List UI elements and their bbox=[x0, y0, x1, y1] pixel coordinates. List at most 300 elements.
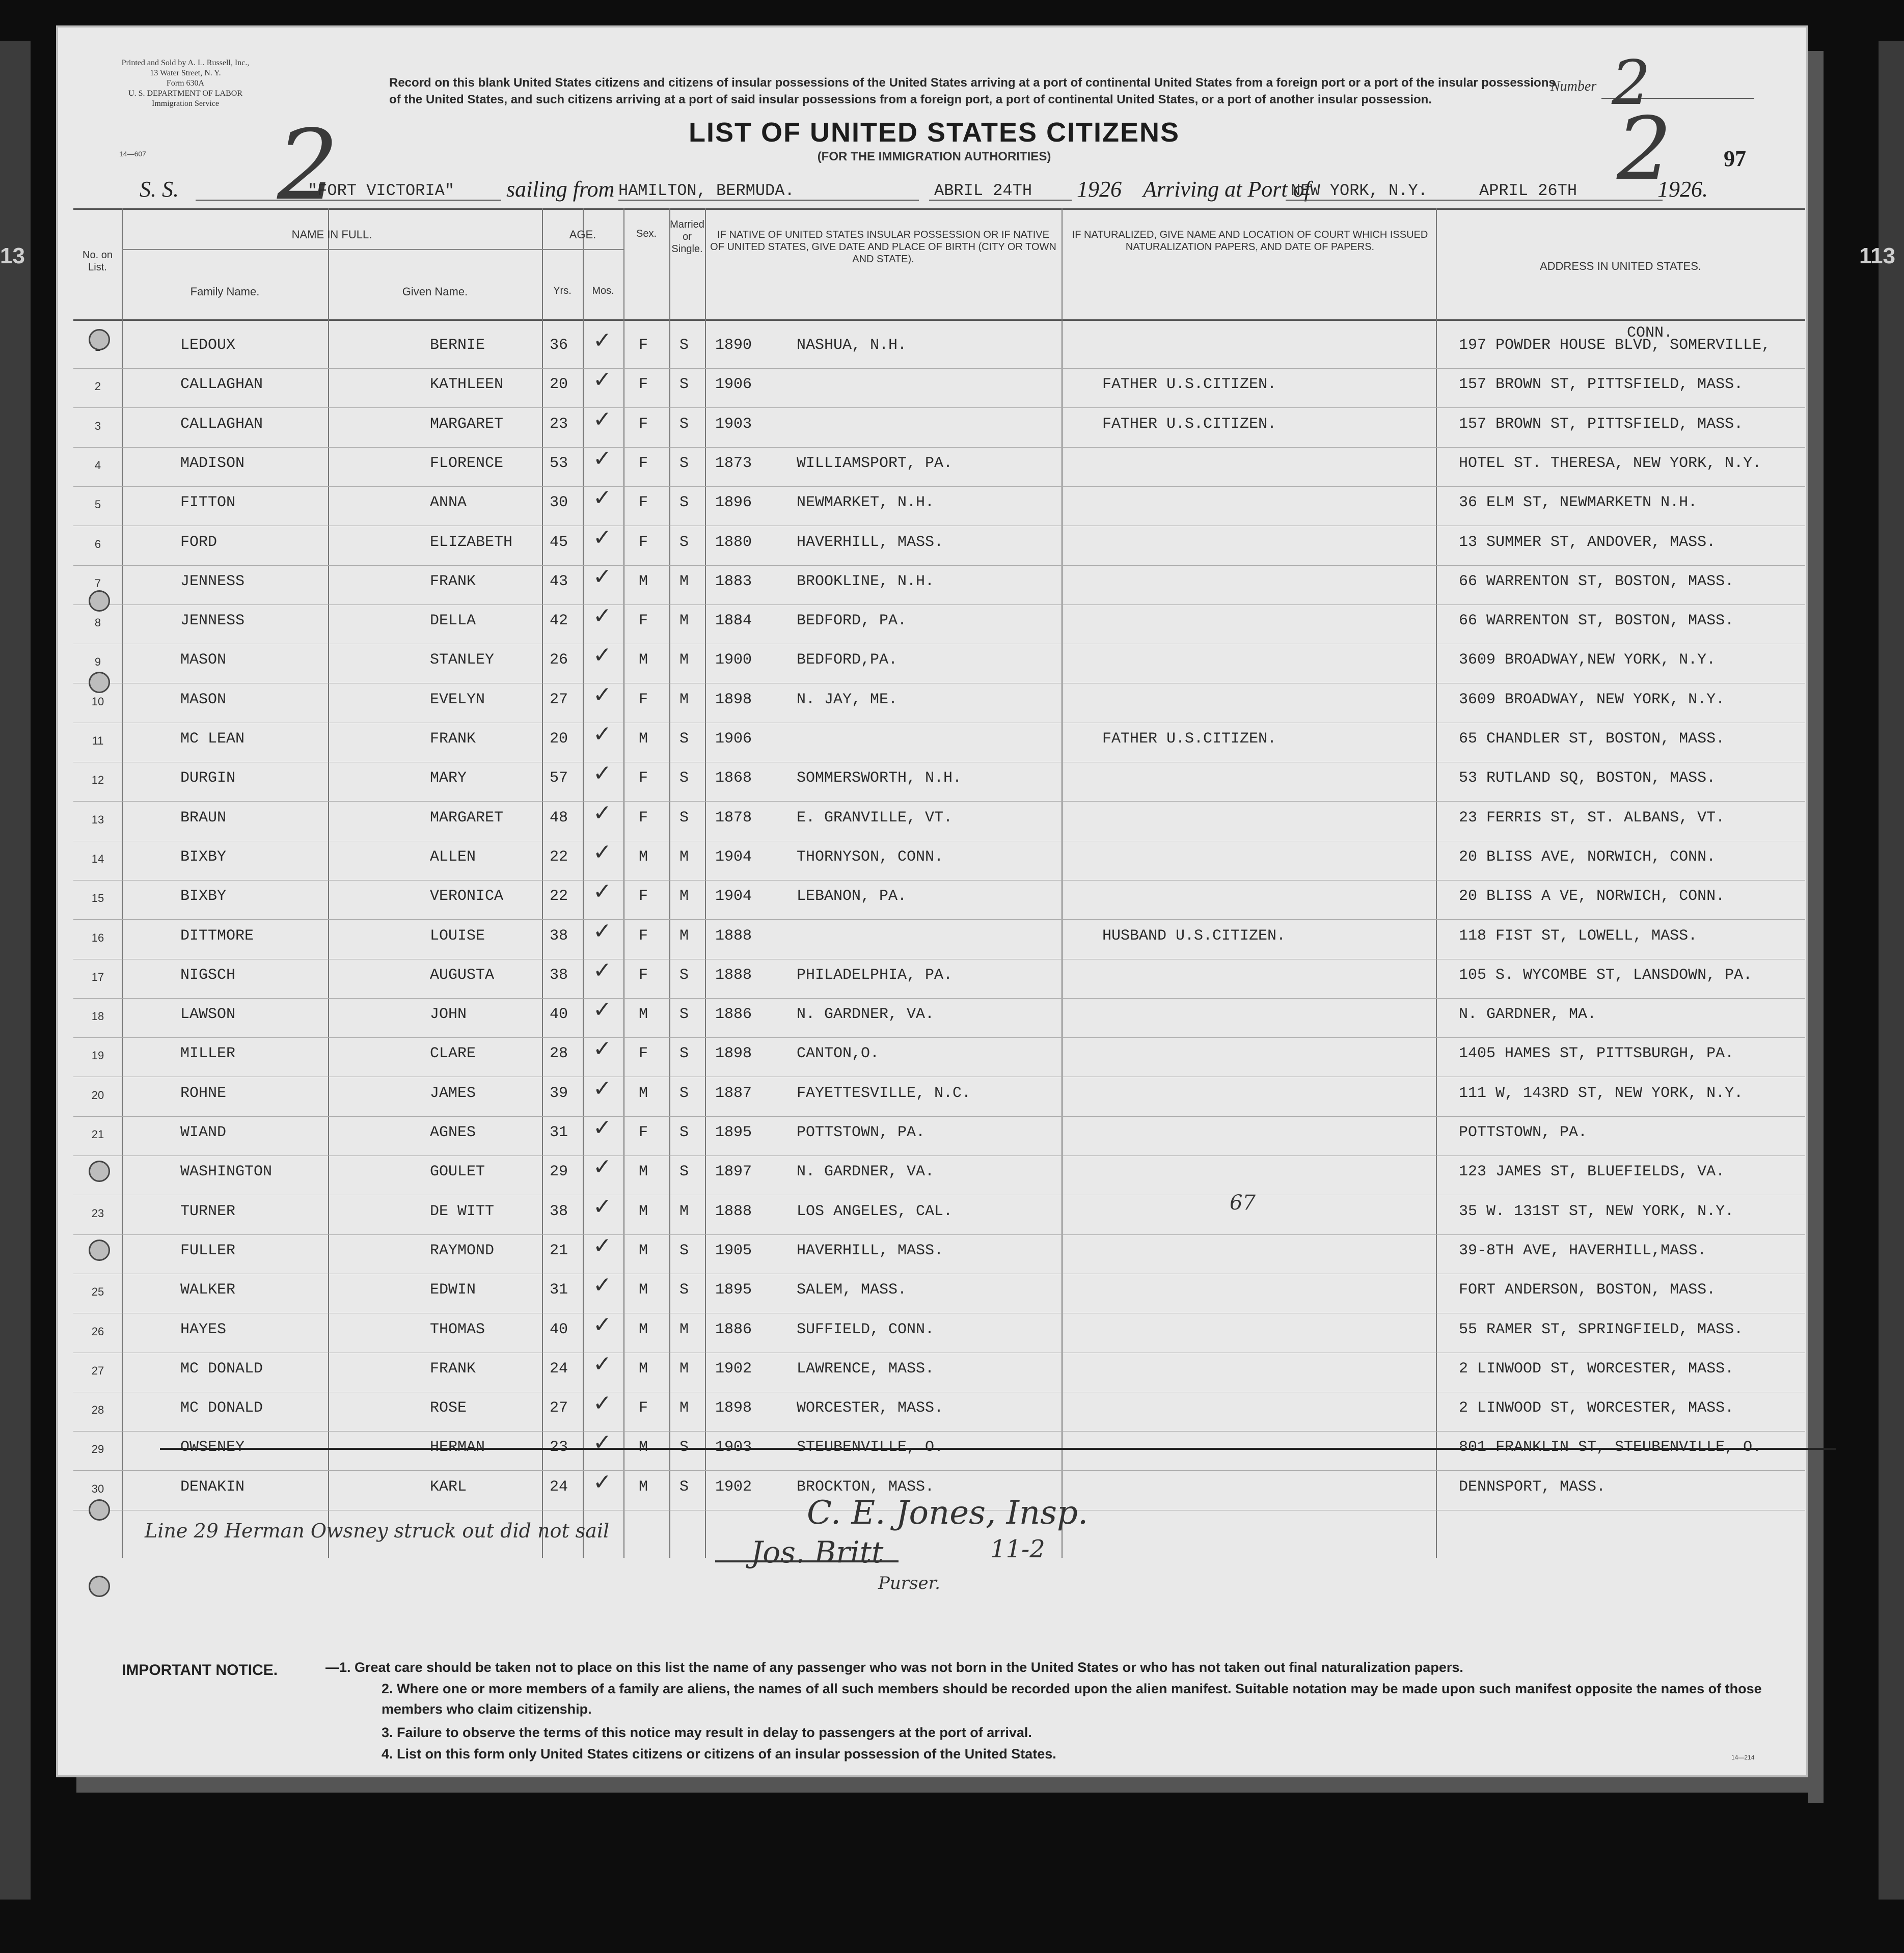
row-number: 10 bbox=[91, 695, 104, 708]
birth-year: 1903 bbox=[715, 1439, 752, 1456]
naturalization: HUSBAND U.S.CITIZEN. bbox=[1102, 927, 1286, 945]
address: 157 BROWN ST, PITTSFIELD, MASS. bbox=[1459, 415, 1744, 433]
age-years: 24 bbox=[550, 1478, 568, 1496]
age-years: 45 bbox=[550, 533, 568, 551]
marital-status: S bbox=[679, 376, 689, 394]
address: 2 LINWOOD ST, WORCESTER, MASS. bbox=[1459, 1360, 1734, 1378]
header-yrs: Yrs. bbox=[553, 285, 572, 296]
check-mark-icon: ✓ bbox=[593, 1154, 612, 1180]
given-name: FRANK bbox=[430, 572, 476, 590]
check-mark-icon: ✓ bbox=[593, 760, 612, 787]
given-name: ELIZABETH bbox=[430, 533, 513, 551]
row-number: 26 bbox=[91, 1325, 104, 1338]
sex: F bbox=[639, 1045, 648, 1063]
family-name: OWSENEY bbox=[180, 1439, 245, 1456]
check-mark-icon: ✓ bbox=[593, 1115, 612, 1141]
age-years: 22 bbox=[550, 848, 568, 866]
birth-year: 1903 bbox=[715, 415, 752, 433]
check-mark-icon: ✓ bbox=[593, 1272, 612, 1299]
birth-place: N. GARDNER, VA. bbox=[797, 1163, 935, 1181]
marital-status: M bbox=[679, 1399, 689, 1417]
given-name: LOUISE bbox=[430, 927, 485, 945]
col-divider bbox=[328, 208, 329, 1558]
strike-through-line bbox=[160, 1448, 1836, 1450]
check-mark-icon: ✓ bbox=[593, 1311, 612, 1338]
age-years: 22 bbox=[550, 888, 568, 905]
family-name: ROHNE bbox=[180, 1084, 227, 1102]
form-code: 14—607 bbox=[119, 150, 146, 158]
sex: F bbox=[639, 888, 648, 905]
address: 2 LINWOOD ST, WORCESTER, MASS. bbox=[1459, 1399, 1734, 1417]
edge-number-right: 113 bbox=[1859, 243, 1895, 268]
printer-line: Printed and Sold by A. L. Russell, Inc., bbox=[121, 59, 250, 67]
sex: F bbox=[639, 691, 648, 708]
given-name: FRANK bbox=[430, 730, 476, 748]
row-number: 5 bbox=[94, 498, 101, 511]
stray-mark: 67 bbox=[1230, 1191, 1256, 1215]
row-number: 3 bbox=[94, 419, 101, 432]
header-subline bbox=[542, 249, 623, 250]
check-mark-icon: ✓ bbox=[593, 918, 612, 944]
col-divider bbox=[623, 208, 624, 1558]
age-years: 24 bbox=[550, 1360, 568, 1378]
address-overflow: CONN. bbox=[1627, 324, 1673, 342]
marital-status: M bbox=[679, 612, 689, 630]
age-years: 20 bbox=[550, 376, 568, 394]
row-number: 18 bbox=[91, 1010, 104, 1023]
row-number: 29 bbox=[91, 1443, 104, 1456]
birth-year: 1873 bbox=[715, 454, 752, 472]
given-name: MARY bbox=[430, 769, 467, 787]
birth-year: 1888 bbox=[715, 966, 752, 984]
marital-status: S bbox=[679, 769, 689, 787]
binder-hole bbox=[89, 1161, 110, 1182]
col-divider bbox=[583, 208, 584, 1558]
header-no: No. on List. bbox=[83, 250, 113, 273]
row-number: 7 bbox=[94, 576, 101, 590]
row-number: 28 bbox=[91, 1404, 104, 1417]
birth-place: E. GRANVILLE, VT. bbox=[797, 809, 953, 827]
birth-place: LEBANON, PA. bbox=[797, 888, 907, 905]
family-name: WALKER bbox=[180, 1281, 236, 1299]
col-divider bbox=[1436, 208, 1437, 1558]
row-number: 4 bbox=[94, 458, 101, 472]
sex: M bbox=[639, 1360, 648, 1378]
col-divider bbox=[1062, 208, 1063, 1558]
address: 13 SUMMER ST, ANDOVER, MASS. bbox=[1459, 533, 1716, 551]
header-mos: Mos. bbox=[592, 285, 614, 296]
passenger-table bbox=[73, 208, 1805, 1558]
voyage-line bbox=[58, 169, 1810, 205]
check-mark-icon: ✓ bbox=[593, 957, 612, 983]
row-rule bbox=[73, 368, 1805, 369]
col-divider bbox=[542, 208, 543, 1558]
check-mark-icon: ✓ bbox=[593, 1075, 612, 1102]
address: N. GARDNER, MA. bbox=[1459, 1006, 1597, 1024]
check-mark-icon: ✓ bbox=[593, 997, 612, 1023]
sailing-label: sailing from bbox=[506, 177, 615, 202]
row-number: 17 bbox=[91, 970, 104, 983]
given-name: KATHLEEN bbox=[430, 376, 504, 394]
check-mark-icon: ✓ bbox=[593, 642, 612, 669]
row-number: 15 bbox=[91, 892, 104, 905]
row-rule bbox=[73, 1234, 1805, 1235]
birth-place: LOS ANGELES, CAL. bbox=[797, 1202, 953, 1220]
age-years: 40 bbox=[550, 1321, 568, 1338]
sex: F bbox=[639, 927, 648, 945]
row-number: 25 bbox=[91, 1285, 104, 1299]
sex: F bbox=[639, 533, 648, 551]
family-name: FITTON bbox=[180, 494, 236, 512]
marital-status: M bbox=[679, 691, 689, 708]
departure-year: 1926 bbox=[1077, 177, 1122, 202]
age-years: 48 bbox=[550, 809, 568, 827]
given-name: BERNIE bbox=[430, 337, 485, 354]
marital-status: S bbox=[679, 337, 689, 354]
marital-status: S bbox=[679, 1163, 689, 1181]
sex: F bbox=[639, 337, 648, 354]
birth-place: SOMMERSWORTH, N.H. bbox=[797, 769, 962, 787]
row-rule bbox=[73, 919, 1805, 920]
sex: M bbox=[639, 1478, 648, 1496]
age-years: 23 bbox=[550, 415, 568, 433]
col-divider bbox=[669, 208, 670, 1558]
sex: M bbox=[639, 1202, 648, 1220]
given-name: EDWIN bbox=[430, 1281, 476, 1299]
check-mark-icon: ✓ bbox=[593, 485, 612, 511]
marital-status: S bbox=[679, 1084, 689, 1102]
age-years: 57 bbox=[550, 769, 568, 787]
birth-place: NEWMARKET, N.H. bbox=[797, 494, 935, 512]
birth-year: 1888 bbox=[715, 1202, 752, 1220]
family-name: WASHINGTON bbox=[180, 1163, 273, 1181]
marital-status: S bbox=[679, 809, 689, 827]
age-years: 38 bbox=[550, 966, 568, 984]
sex: F bbox=[639, 809, 648, 827]
address: 3609 BROADWAY,NEW YORK, N.Y. bbox=[1459, 651, 1716, 669]
manifest-sheet bbox=[56, 25, 1808, 1777]
sex: F bbox=[639, 1124, 648, 1141]
printer-line: U. S. DEPARTMENT OF LABOR bbox=[128, 89, 242, 98]
marital-status: M bbox=[679, 1360, 689, 1378]
marital-status: S bbox=[679, 1439, 689, 1456]
sex: M bbox=[639, 848, 648, 866]
page-title: LIST OF UNITED STATES CITIZENS bbox=[689, 117, 1180, 148]
birth-year: 1902 bbox=[715, 1478, 752, 1496]
sex: F bbox=[639, 454, 648, 472]
address: POTTSTOWN, PA. bbox=[1459, 1124, 1588, 1141]
sex: M bbox=[639, 1439, 648, 1456]
marital-status: S bbox=[679, 1478, 689, 1496]
age-years: 27 bbox=[550, 691, 568, 708]
given-name: EVELYN bbox=[430, 691, 485, 708]
check-mark-icon: ✓ bbox=[593, 681, 612, 708]
marital-status: M bbox=[679, 572, 689, 590]
purser-signature: Jos. Britt bbox=[751, 1535, 884, 1570]
family-name: TURNER bbox=[180, 1202, 236, 1220]
address: 801 FRANKLIN ST, STEUBENVILLE, O. bbox=[1459, 1439, 1762, 1456]
age-years: 36 bbox=[550, 337, 568, 354]
age-years: 38 bbox=[550, 1202, 568, 1220]
arrival-port-line bbox=[1286, 200, 1484, 201]
row-number: 9 bbox=[94, 655, 101, 669]
naturalization: FATHER U.S.CITIZEN. bbox=[1102, 376, 1277, 394]
row-rule bbox=[73, 880, 1805, 881]
family-name: CALLAGHAN bbox=[180, 415, 263, 433]
address: 39-8TH AVE, HAVERHILL,MASS. bbox=[1459, 1242, 1707, 1259]
header-name-in-full: NAME IN FULL. bbox=[291, 228, 372, 241]
sex: F bbox=[639, 966, 648, 984]
address: 20 BLISS A VE, NORWICH, CONN. bbox=[1459, 888, 1725, 905]
row-number: 8 bbox=[94, 616, 101, 629]
birth-place: THORNYSON, CONN. bbox=[797, 848, 944, 866]
birth-year: 1895 bbox=[715, 1281, 752, 1299]
notice-item-3: 3. Failure to observe the terms of this notice may result in delay to passengers at the port of arrival. bbox=[382, 1725, 1032, 1740]
signature-date: 11-2 bbox=[990, 1535, 1045, 1563]
binder-hole bbox=[89, 1576, 110, 1597]
check-mark-icon: ✓ bbox=[593, 563, 612, 590]
check-mark-icon: ✓ bbox=[593, 1429, 612, 1456]
row-rule bbox=[73, 447, 1805, 448]
check-mark-icon: ✓ bbox=[593, 800, 612, 826]
binder-hole bbox=[89, 590, 110, 612]
handwritten-number-left: 2 bbox=[277, 109, 339, 222]
check-mark-icon: ✓ bbox=[593, 1193, 612, 1220]
arrival-year: 1926. bbox=[1657, 177, 1708, 202]
check-mark-icon: ✓ bbox=[593, 1469, 612, 1495]
address: 66 WARRENTON ST, BOSTON, MASS. bbox=[1459, 612, 1734, 630]
marital-status: S bbox=[679, 533, 689, 551]
marital-status: S bbox=[679, 1281, 689, 1299]
header-age: AGE. bbox=[569, 228, 596, 241]
family-name: MADISON bbox=[180, 454, 245, 472]
page-number: 97 bbox=[1724, 146, 1746, 171]
family-name: DITTMORE bbox=[180, 927, 254, 945]
header-native: IF NATIVE OF UNITED STATES INSULAR POSSESSION OR IF NATIVE OF UNITED STATES, GIVE DATE AND PLACE OF BIRTH (CITY OR TOWN AND STATE). bbox=[710, 229, 1056, 265]
birth-place: BROOKLINE, N.H. bbox=[797, 572, 935, 590]
purser-title: Purser. bbox=[878, 1573, 940, 1593]
row-number: 21 bbox=[91, 1128, 104, 1141]
ship-line bbox=[196, 200, 501, 201]
family-name: BRAUN bbox=[180, 809, 227, 827]
address: 36 ELM ST, NEWMARKETN N.H. bbox=[1459, 494, 1698, 512]
given-name: DE WITT bbox=[430, 1202, 495, 1220]
birth-place: SUFFIELD, CONN. bbox=[797, 1321, 935, 1338]
notice-title: IMPORTANT NOTICE. bbox=[122, 1662, 278, 1679]
birth-place: N. GARDNER, VA. bbox=[797, 1006, 935, 1024]
check-mark-icon: ✓ bbox=[593, 445, 612, 472]
birth-year: 1904 bbox=[715, 848, 752, 866]
birth-place: BROCKTON, MASS. bbox=[797, 1478, 935, 1496]
departure-port: HAMILTON, BERMUDA. bbox=[618, 181, 795, 200]
given-name: AGNES bbox=[430, 1124, 476, 1141]
address: HOTEL ST. THERESA, NEW YORK, N.Y. bbox=[1459, 454, 1762, 472]
printer-imprint bbox=[109, 58, 262, 109]
address: 53 RUTLAND SQ, BOSTON, MASS. bbox=[1459, 769, 1716, 787]
birth-year: 1886 bbox=[715, 1321, 752, 1338]
birth-place: HAVERHILL, MASS. bbox=[797, 1242, 944, 1259]
birth-place: POTTSTOWN, PA. bbox=[797, 1124, 926, 1141]
given-name: JAMES bbox=[430, 1084, 476, 1102]
marital-status: S bbox=[679, 1045, 689, 1063]
age-years: 20 bbox=[550, 730, 568, 748]
address: 35 W. 131ST ST, NEW YORK, N.Y. bbox=[1459, 1202, 1734, 1220]
notice-item-1: —1. Great care should be taken not to place on this list the name of any passenger who was not born in the United States or who has not taken out final naturalization papers. bbox=[325, 1660, 1463, 1675]
address: 23 FERRIS ST, ST. ALBANS, VT. bbox=[1459, 809, 1725, 827]
birth-year: 1906 bbox=[715, 376, 752, 394]
handwritten-number-right: 2 bbox=[1617, 99, 1672, 200]
age-years: 39 bbox=[550, 1084, 568, 1102]
birth-year: 1897 bbox=[715, 1163, 752, 1181]
printer-line: Immigration Service bbox=[152, 99, 219, 108]
age-years: 53 bbox=[550, 454, 568, 472]
given-name: MARGARET bbox=[430, 415, 504, 433]
edge-number-left: 13 bbox=[0, 243, 25, 268]
naturalization: FATHER U.S.CITIZEN. bbox=[1102, 730, 1277, 748]
birth-place: NASHUA, N.H. bbox=[797, 337, 907, 354]
birth-year: 1905 bbox=[715, 1242, 752, 1259]
binder-hole bbox=[89, 1499, 110, 1521]
row-rule bbox=[73, 604, 1805, 605]
birth-year: 1890 bbox=[715, 337, 752, 354]
row-rule bbox=[73, 486, 1805, 487]
sheet-bottom-shadow bbox=[76, 1777, 1818, 1793]
given-name: ANNA bbox=[430, 494, 467, 512]
row-number: 27 bbox=[91, 1364, 104, 1377]
handwritten-note: Line 29 Herman Owsney struck out did not sail bbox=[145, 1520, 610, 1542]
birth-place: PHILADELPHIA, PA. bbox=[797, 966, 953, 984]
col-divider bbox=[705, 208, 706, 1558]
check-mark-icon: ✓ bbox=[593, 603, 612, 629]
marital-status: S bbox=[679, 1006, 689, 1024]
address: 123 JAMES ST, BLUEFIELDS, VA. bbox=[1459, 1163, 1725, 1181]
marital-status: S bbox=[679, 1124, 689, 1141]
age-years: 31 bbox=[550, 1281, 568, 1299]
given-name: KARL bbox=[430, 1478, 467, 1496]
sex: F bbox=[639, 415, 648, 433]
check-mark-icon: ✓ bbox=[593, 1036, 612, 1062]
marital-status: S bbox=[679, 966, 689, 984]
check-mark-icon: ✓ bbox=[593, 1351, 612, 1377]
given-name: THOMAS bbox=[430, 1321, 485, 1338]
marital-status: S bbox=[679, 730, 689, 748]
family-name: MASON bbox=[180, 691, 227, 708]
check-mark-icon: ✓ bbox=[593, 1232, 612, 1259]
family-name: MASON bbox=[180, 651, 227, 669]
number-label: Number bbox=[1551, 78, 1597, 94]
family-name: JENNESS bbox=[180, 612, 245, 630]
notice-item-4: 4. List on this form only United States citizens or citizens of an insular possession of the United States. bbox=[382, 1746, 1056, 1762]
sex: M bbox=[639, 572, 648, 590]
inspector-signature: C. E. Jones, Insp. bbox=[807, 1494, 1089, 1532]
check-mark-icon: ✓ bbox=[593, 721, 612, 747]
marital-status: M bbox=[679, 651, 689, 669]
birth-place: BEDFORD, PA. bbox=[797, 612, 907, 630]
signature-line bbox=[715, 1560, 899, 1562]
row-number: 6 bbox=[94, 537, 101, 551]
birth-place: WILLIAMSPORT, PA. bbox=[797, 454, 953, 472]
given-name: DELLA bbox=[430, 612, 476, 630]
ss-label: S. S. bbox=[140, 177, 179, 202]
departure-date: ABRIL 24TH bbox=[934, 181, 1032, 200]
col-divider bbox=[122, 208, 123, 1558]
address: 197 POWDER HOUSE BLVD, SOMERVILLE, bbox=[1459, 337, 1771, 354]
birth-year: 1906 bbox=[715, 730, 752, 748]
birth-place: HAVERHILL, MASS. bbox=[797, 533, 944, 551]
arrival-port: NEW YORK, N.Y. bbox=[1291, 181, 1428, 200]
marital-status: S bbox=[679, 1242, 689, 1259]
ship-name: "FORT VICTORIA" bbox=[308, 181, 455, 200]
address: 20 BLISS AVE, NORWICH, CONN. bbox=[1459, 848, 1716, 866]
birth-place: CANTON,O. bbox=[797, 1045, 880, 1063]
family-name: BIXBY bbox=[180, 848, 227, 866]
family-name: MC DONALD bbox=[180, 1399, 263, 1417]
birth-year: 1888 bbox=[715, 927, 752, 945]
sex: F bbox=[639, 376, 648, 394]
sex: M bbox=[639, 1084, 648, 1102]
family-name: WIAND bbox=[180, 1124, 227, 1141]
check-mark-icon: ✓ bbox=[593, 327, 612, 353]
sex: M bbox=[639, 1281, 648, 1299]
check-mark-icon: ✓ bbox=[593, 1390, 612, 1417]
binder-hole bbox=[89, 329, 110, 350]
sex: F bbox=[639, 612, 648, 630]
age-years: 28 bbox=[550, 1045, 568, 1063]
row-rule bbox=[73, 407, 1805, 408]
sheet-shadow bbox=[1808, 51, 1824, 1803]
scan-edge-right bbox=[1879, 41, 1904, 1900]
arriving-label: Arriving at Port of bbox=[1143, 177, 1311, 202]
age-years: 23 bbox=[550, 1439, 568, 1456]
row-number: 11 bbox=[92, 734, 104, 747]
given-name: GOULET bbox=[430, 1163, 485, 1181]
row-rule bbox=[73, 1470, 1805, 1471]
birth-year: 1898 bbox=[715, 691, 752, 708]
given-name: FRANK bbox=[430, 1360, 476, 1378]
family-name: LAWSON bbox=[180, 1006, 236, 1024]
birth-year: 1898 bbox=[715, 1399, 752, 1417]
scan-edge-left bbox=[0, 41, 31, 1900]
binder-hole bbox=[89, 1240, 110, 1261]
birth-year: 1883 bbox=[715, 572, 752, 590]
family-name: MILLER bbox=[180, 1045, 236, 1063]
age-years: 21 bbox=[550, 1242, 568, 1259]
row-number: 12 bbox=[91, 774, 104, 787]
birth-year: 1902 bbox=[715, 1360, 752, 1378]
age-years: 42 bbox=[550, 612, 568, 630]
marital-status: M bbox=[679, 927, 689, 945]
family-name: FULLER bbox=[180, 1242, 236, 1259]
sex: M bbox=[639, 651, 648, 669]
birth-place: FAYETTESVILLE, N.C. bbox=[797, 1084, 971, 1102]
birth-year: 1868 bbox=[715, 769, 752, 787]
marital-status: M bbox=[679, 1202, 689, 1220]
birth-place: LAWRENCE, MASS. bbox=[797, 1360, 935, 1378]
marital-status: S bbox=[679, 494, 689, 512]
address: 111 W, 143RD ST, NEW YORK, N.Y. bbox=[1459, 1084, 1744, 1102]
family-name: LEDOUX bbox=[180, 337, 236, 354]
printer-line: Form 630A bbox=[166, 79, 205, 88]
row-rule bbox=[73, 801, 1805, 802]
check-mark-icon: ✓ bbox=[593, 839, 612, 865]
family-name: NIGSCH bbox=[180, 966, 236, 984]
age-years: 31 bbox=[550, 1124, 568, 1141]
birth-year: 1896 bbox=[715, 494, 752, 512]
row-number: 16 bbox=[91, 931, 104, 944]
birth-year: 1884 bbox=[715, 612, 752, 630]
marital-status: S bbox=[679, 415, 689, 433]
age-years: 30 bbox=[550, 494, 568, 512]
